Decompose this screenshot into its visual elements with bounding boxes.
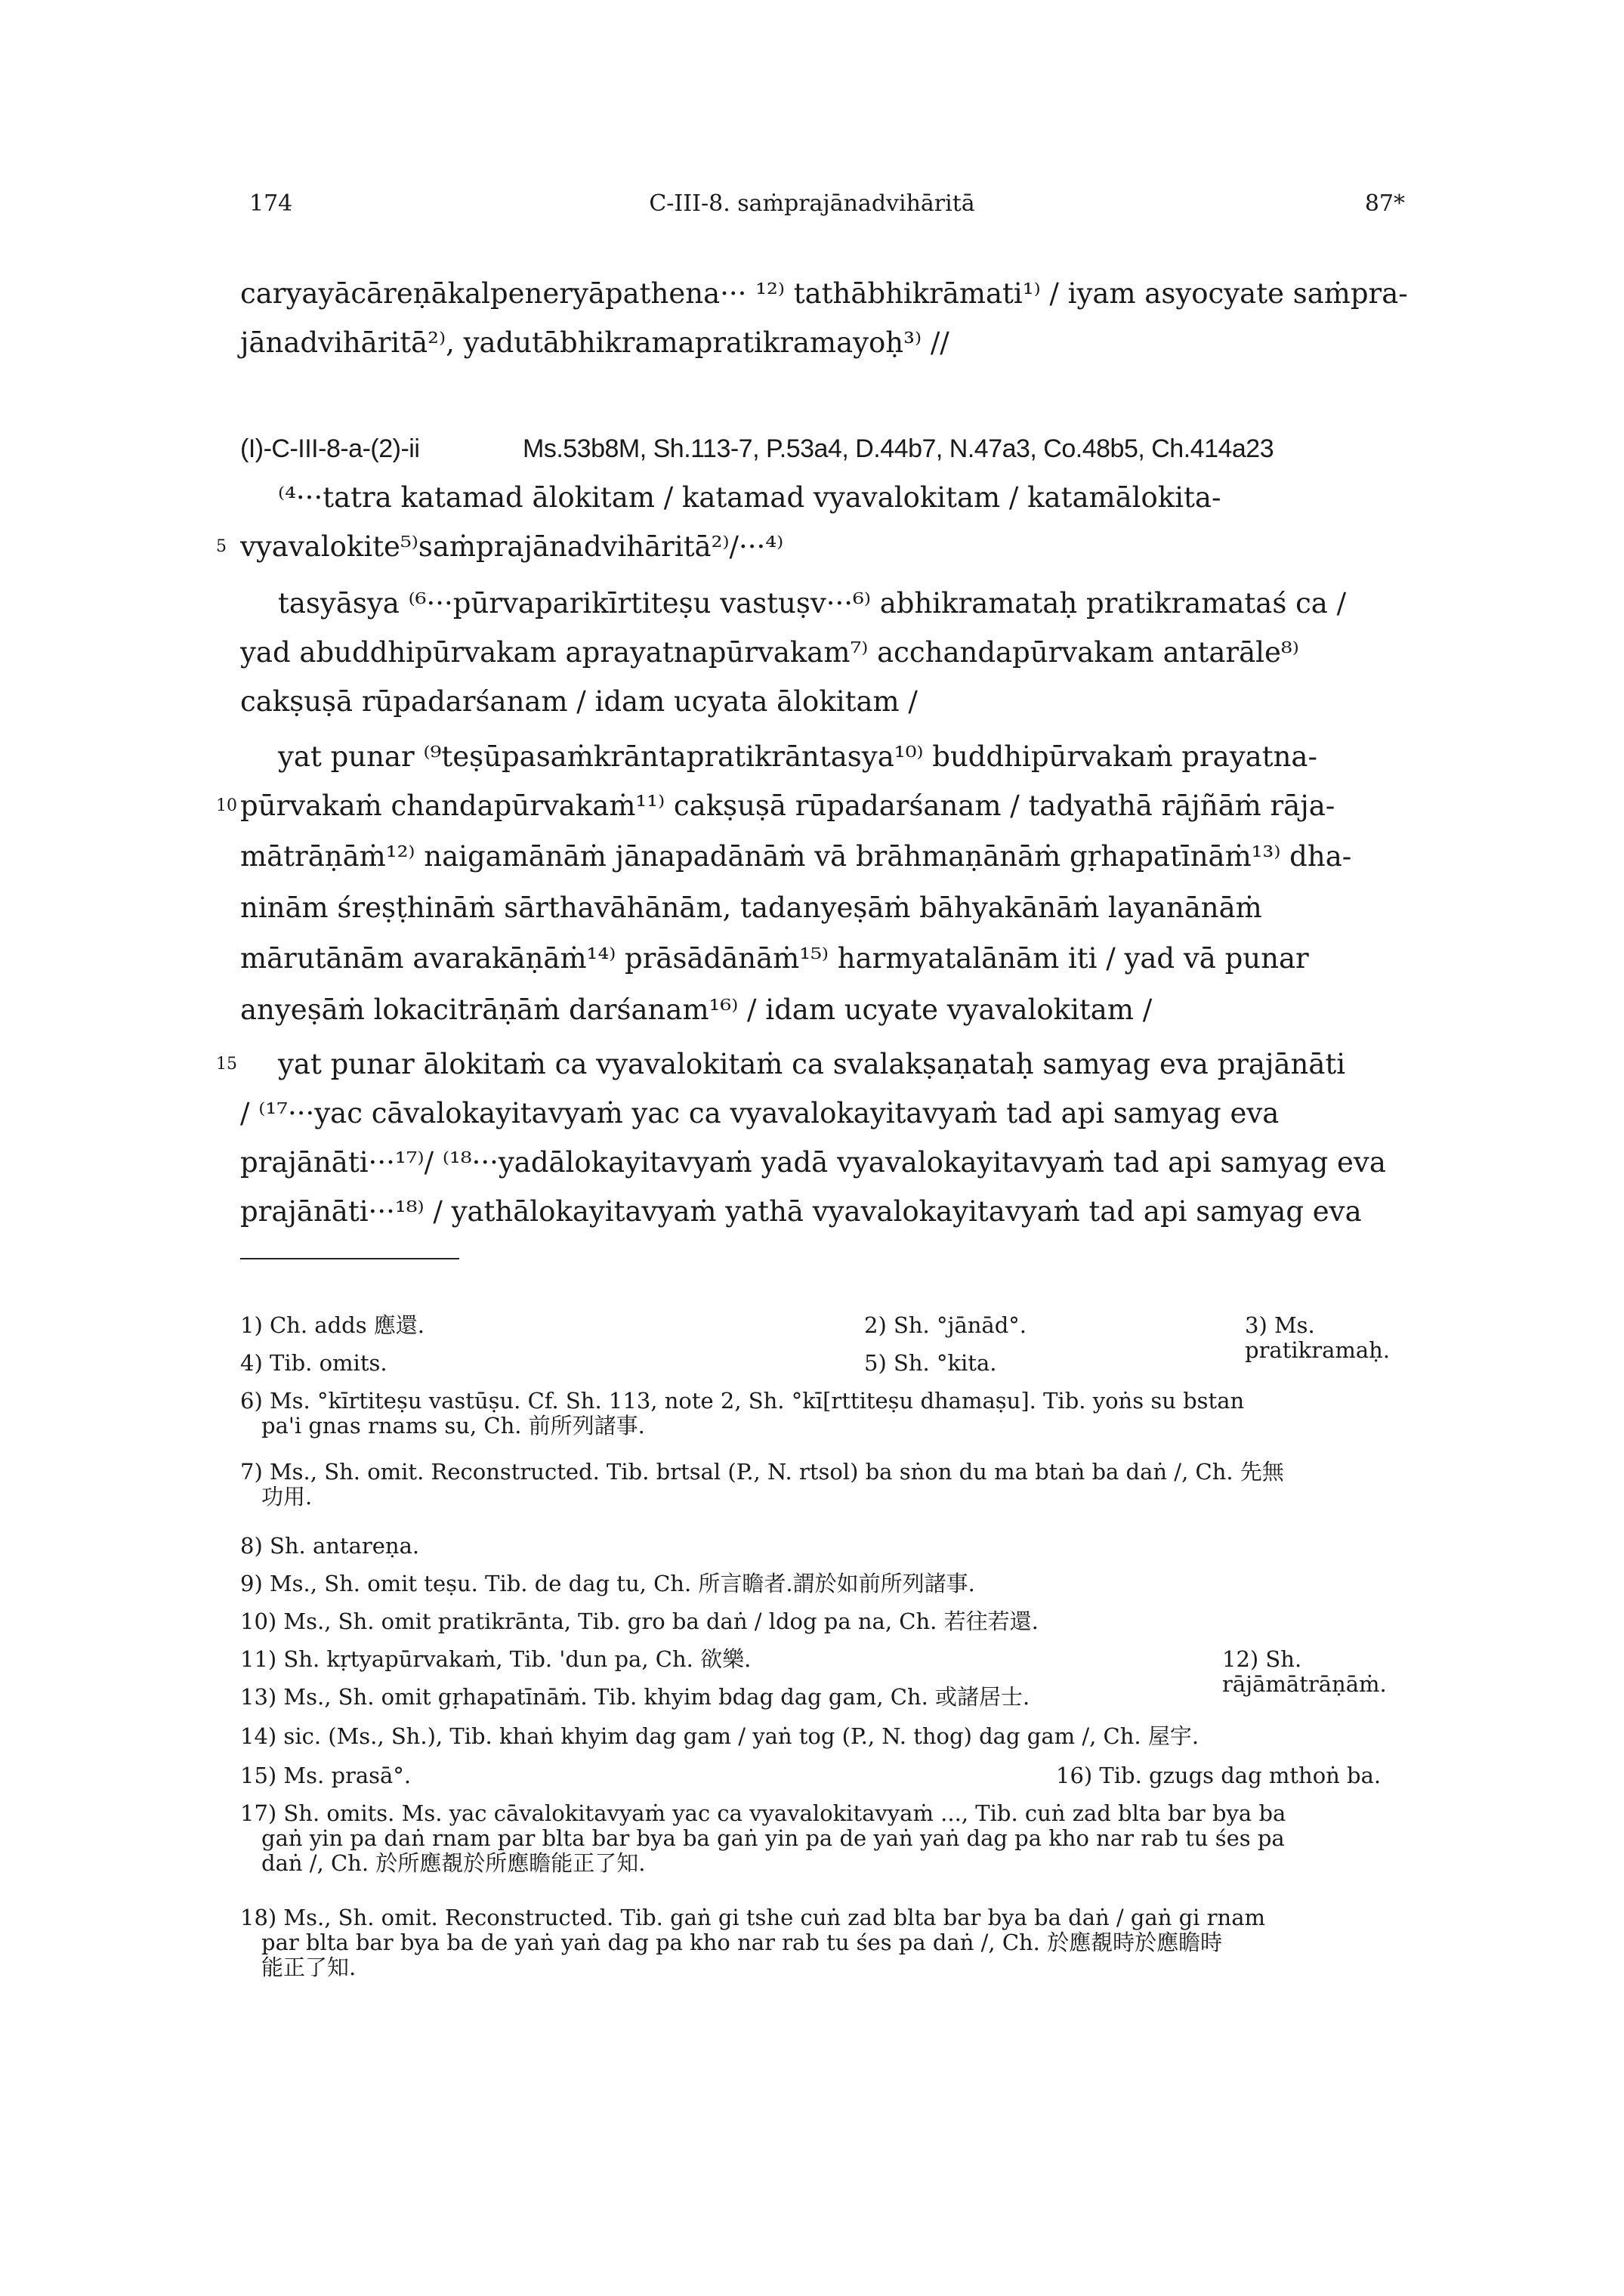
text-line: vyavalokite⁵⁾saṁprajānadvihāritā²⁾/···⁴⁾: [240, 530, 784, 563]
text-line: prajānāti···¹⁸⁾ / yathālokayitavyaṁ yathā vyavalokayitavyaṁ tad api samyag eva: [240, 1195, 1362, 1228]
footnote: 14) sic. (Ms., Sh.), Tib. khaṅ khyim dag gam / yaṅ tog (P., N. thog) dag gam /, Ch. 屋宇.: [240, 1723, 1199, 1749]
footnote: 3) Ms. pratikramaḥ.: [1245, 1312, 1391, 1363]
text-line: mārutānām avarakāṇāṁ¹⁴⁾ prāsādānāṁ¹⁵⁾ harmyatalānām iti / yad vā punar: [240, 942, 1309, 975]
footnote: [240, 1801, 1419, 1876]
text-line: tasyāsya ⁽⁶···pūrvaparikīrtiteṣu vastuṣv···⁶⁾ abhikramataḥ pratikramataś ca /: [278, 587, 1347, 620]
line-number: 15: [216, 1055, 237, 1074]
footnote: 15) Ms. prasā°.: [240, 1763, 412, 1788]
text-line: pūrvakaṁ chandapūrvakaṁ¹¹⁾ cakṣuṣā rūpadarśanam / tadyathā rājñāṁ rāja-: [240, 790, 1335, 822]
text-line: caryayācāreṇākalpeneryāpathena··· ¹²⁾ tathābhikrāmati¹⁾ / iyam asyocyate saṁpra-: [240, 277, 1408, 310]
text-line: yad abuddhipūrvakam aprayatnapūrvakam⁷⁾ acchandapūrvakam antarāle⁸⁾: [240, 636, 1299, 669]
footnote: 8) Sh. antareṇa.: [240, 1533, 420, 1559]
footnote: 9) Ms., Sh. omit teṣu. Tib. de dag tu, Ch. 所言瞻者.謂於如前所列諸事.: [240, 1571, 975, 1596]
text-line: prajānāti···¹⁷⁾/ ⁽¹⁸···yadālokayitavyaṁ yadā vyavalokayitavyaṁ tad api samyag eva: [240, 1146, 1386, 1179]
line-number: 10: [216, 796, 237, 815]
footnote: [240, 1460, 1419, 1510]
footnote-rule: [240, 1258, 459, 1259]
footnote-row: [240, 1351, 1419, 1376]
text-line: mātrāṇāṁ¹²⁾ naigamānāṁ jānapadānāṁ vā brāhmaṇānāṁ gṛhapatīnāṁ¹³⁾ dha-: [240, 840, 1352, 873]
footnote: 4) Tib. omits.: [240, 1350, 387, 1376]
page-number: 174: [249, 190, 293, 217]
footnote: 11) Sh. kṛtyapūrvakaṁ, Tib. 'dun pa, Ch. 欲樂.: [240, 1646, 752, 1672]
footnote: [240, 1389, 1419, 1438]
manuscript-references: Ms.53b8M, Sh.113-7, P.53a4, D.44b7, N.47a3, Co.48b5, Ch.414a23: [523, 434, 1274, 463]
footnote: [240, 1905, 1419, 1980]
footnote-line: 18) Ms., Sh. omit. Reconstructed. Tib. gaṅ gi tshe cuṅ zad blta bar bya ba daṅ / gaṅ gi rnam: [240, 1905, 1265, 1930]
footnote-line: 6) Ms. °kīrtiteṣu vastūṣu. Cf. Sh. 113, note 2, Sh. °kī[rttiteṣu dhamaṣu]. Tib. yoṅs su bstan: [240, 1388, 1245, 1414]
footnote: 12) Sh. rājāmātrāṇāṁ.: [1222, 1646, 1387, 1697]
folio-number: 87*: [1364, 190, 1405, 217]
text-line: jānadvihāritā²⁾, yadutābhikramapratikramayoḥ³⁾ //: [240, 326, 949, 359]
footnote: 2) Sh. °jānād°.: [864, 1312, 1027, 1338]
footnote-line: 7) Ms., Sh. omit. Reconstructed. Tib. brtsal (P., N. rtsol) ba sṅon du ma btaṅ ba daṅ /, Ch. 先無: [240, 1459, 1284, 1485]
footnote: 1) Ch. adds 應還.: [240, 1312, 425, 1338]
section-label: (I)-C-III-8-a-(2)-ii: [240, 434, 420, 463]
text-line: yat punar ālokitaṁ ca vyavalokitaṁ ca svalakṣaṇataḥ samyag eva prajānāti: [278, 1048, 1346, 1080]
line-number: 5: [216, 537, 227, 556]
text-line: ⁽⁴···tatra katamad ālokitam / katamad vyavalokitam / katamālokita-: [278, 481, 1221, 514]
footnote-line: pa'i gnas rnams su, Ch. 前所列諸事.: [261, 1413, 645, 1438]
footnote-line: gaṅ yin pa daṅ rnam par blta bar bya ba gaṅ yin pa de yaṅ yaṅ dag pa kho nar rab tu śes pa: [261, 1825, 1285, 1851]
footnote-line: 能正了知.: [261, 1955, 357, 1980]
footnote: 10) Ms., Sh. omit pratikrānta, Tib. gro ba daṅ / ldog pa na, Ch. 若往若還.: [240, 1608, 1039, 1634]
text-line: ninām śreṣṭhināṁ sārthavāhānām, tadanyeṣāṁ bāhyakānāṁ layanānāṁ: [240, 892, 1262, 924]
text-line: / ⁽¹⁷···yac cāvalokayitavyaṁ yac ca vyavalokayitavyaṁ tad api samyag eva: [240, 1097, 1280, 1129]
footnote-line: 功用.: [261, 1484, 313, 1510]
footnote-line: 17) Sh. omits. Ms. yac cāvalokitavyaṁ yac ca vyavalokitavyaṁ ..., Tib. cuṅ zad blta bar bya ba: [240, 1800, 1286, 1826]
footnote-line: daṅ /, Ch. 於所應覩於所應瞻能正了知.: [261, 1850, 646, 1876]
text-line: anyeṣāṁ lokacitrāṇāṁ darśanam¹⁶⁾ / idam ucyate vyavalokitam /: [240, 993, 1153, 1026]
running-title: C-III-8. saṁprajānadvihāritā: [649, 190, 975, 217]
footnote-row: [240, 1763, 1419, 1788]
footnote: 16) Tib. gzugs dag mthoṅ ba.: [1056, 1763, 1382, 1788]
footnote-line: par blta bar bya ba de yaṅ yaṅ dag pa kho nar rab tu śes pa daṅ /, Ch. 於應覩時於應瞻時: [261, 1930, 1223, 1955]
footnote: 13) Ms., Sh. omit gṛhapatīnāṁ. Tib. khyim bdag dag gam, Ch. 或諸居士.: [240, 1684, 1030, 1710]
text-line: cakṣuṣā rūpadarśanam / idam ucyata ālokitam /: [240, 685, 918, 718]
text-line: yat punar ⁽⁹teṣūpasaṁkrāntapratikrāntasya¹⁰⁾ buddhipūrvakaṁ prayatna-: [278, 740, 1317, 773]
footnote: 5) Sh. °kita.: [864, 1350, 997, 1376]
